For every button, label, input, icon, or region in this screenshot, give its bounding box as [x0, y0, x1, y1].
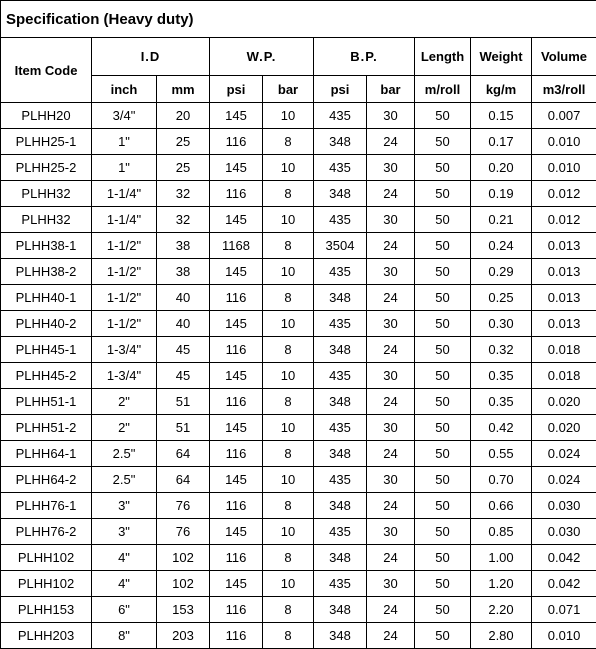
cell-weight: 0.24 — [471, 233, 532, 259]
cell-weight: 0.70 — [471, 467, 532, 493]
cell-bp-bar: 30 — [367, 467, 415, 493]
cell-id-inch: 1-1/4" — [92, 207, 157, 233]
cell-volume: 0.018 — [532, 363, 596, 389]
cell-id-inch: 1-1/4" — [92, 181, 157, 207]
unit-weight: kg/m — [471, 76, 532, 103]
cell-id-inch: 1-1/2" — [92, 285, 157, 311]
cell-id-inch: 3" — [92, 493, 157, 519]
cell-id-mm: 38 — [157, 233, 210, 259]
cell-wp-psi: 116 — [210, 597, 263, 623]
unit-bp-bar: bar — [367, 76, 415, 103]
cell-volume: 0.024 — [532, 441, 596, 467]
cell-bp-bar: 24 — [367, 545, 415, 571]
cell-id-inch: 4" — [92, 571, 157, 597]
cell-wp-psi: 116 — [210, 441, 263, 467]
cell-wp-bar: 10 — [263, 415, 314, 441]
cell-id-inch: 4" — [92, 545, 157, 571]
cell-id-mm: 76 — [157, 519, 210, 545]
cell-id-inch: 1" — [92, 129, 157, 155]
table-row — [1, 389, 596, 415]
table-row — [1, 259, 596, 285]
cell-item-code: PLHH32 — [1, 207, 92, 233]
cell-bp-bar: 30 — [367, 207, 415, 233]
cell-length: 50 — [415, 623, 471, 649]
cell-wp-bar: 8 — [263, 493, 314, 519]
cell-bp-psi: 348 — [314, 493, 367, 519]
cell-wp-psi: 116 — [210, 545, 263, 571]
table-row — [1, 103, 596, 129]
cell-volume: 0.020 — [532, 415, 596, 441]
cell-item-code: PLHH32 — [1, 181, 92, 207]
cell-id-mm: 32 — [157, 181, 210, 207]
cell-wp-psi: 116 — [210, 623, 263, 649]
cell-weight: 0.29 — [471, 259, 532, 285]
cell-id-mm: 76 — [157, 493, 210, 519]
cell-wp-psi: 116 — [210, 181, 263, 207]
cell-bp-bar: 24 — [367, 493, 415, 519]
cell-id-mm: 153 — [157, 597, 210, 623]
header-length: Length — [415, 38, 471, 76]
header-weight: Weight — [471, 38, 532, 76]
cell-length: 50 — [415, 545, 471, 571]
cell-item-code: PLHH45-1 — [1, 337, 92, 363]
cell-wp-psi: 116 — [210, 337, 263, 363]
cell-item-code: PLHH40-2 — [1, 311, 92, 337]
cell-bp-psi: 348 — [314, 623, 367, 649]
cell-id-mm: 40 — [157, 311, 210, 337]
cell-id-inch: 2.5" — [92, 467, 157, 493]
cell-wp-bar: 8 — [263, 337, 314, 363]
cell-volume: 0.010 — [532, 129, 596, 155]
cell-volume: 0.013 — [532, 311, 596, 337]
cell-item-code: PLHH51-2 — [1, 415, 92, 441]
unit-length: m/roll — [415, 76, 471, 103]
cell-id-mm: 64 — [157, 441, 210, 467]
cell-id-inch: 1" — [92, 155, 157, 181]
cell-item-code: PLHH102 — [1, 545, 92, 571]
header-group-row — [1, 38, 596, 76]
cell-wp-psi: 145 — [210, 259, 263, 285]
cell-wp-bar: 8 — [263, 233, 314, 259]
cell-item-code: PLHH25-2 — [1, 155, 92, 181]
unit-id-inch: inch — [92, 76, 157, 103]
cell-length: 50 — [415, 311, 471, 337]
cell-item-code: PLHH76-1 — [1, 493, 92, 519]
cell-weight: 0.25 — [471, 285, 532, 311]
cell-bp-psi: 435 — [314, 467, 367, 493]
cell-wp-bar: 10 — [263, 155, 314, 181]
cell-weight: 0.35 — [471, 389, 532, 415]
cell-length: 50 — [415, 467, 471, 493]
cell-id-inch: 2" — [92, 415, 157, 441]
cell-length: 50 — [415, 519, 471, 545]
cell-volume: 0.030 — [532, 493, 596, 519]
cell-wp-psi: 145 — [210, 207, 263, 233]
cell-id-mm: 102 — [157, 545, 210, 571]
cell-length: 50 — [415, 285, 471, 311]
cell-id-inch: 1-1/2" — [92, 311, 157, 337]
cell-id-inch: 3" — [92, 519, 157, 545]
cell-id-mm: 32 — [157, 207, 210, 233]
cell-volume: 0.071 — [532, 597, 596, 623]
cell-wp-bar: 8 — [263, 597, 314, 623]
header-item-code: Item Code — [1, 38, 92, 103]
table-row — [1, 337, 596, 363]
cell-bp-bar: 24 — [367, 441, 415, 467]
cell-wp-psi: 1168 — [210, 233, 263, 259]
table-title: Specification (Heavy duty) — [1, 1, 596, 38]
cell-item-code: PLHH203 — [1, 623, 92, 649]
header-id: I.D — [92, 38, 210, 76]
cell-item-code: PLHH20 — [1, 103, 92, 129]
cell-length: 50 — [415, 181, 471, 207]
cell-id-mm: 45 — [157, 363, 210, 389]
cell-id-inch: 1-3/4" — [92, 363, 157, 389]
cell-item-code: PLHH102 — [1, 571, 92, 597]
cell-weight: 0.85 — [471, 519, 532, 545]
cell-id-inch: 1-1/2" — [92, 259, 157, 285]
cell-volume: 0.012 — [532, 207, 596, 233]
cell-weight: 0.66 — [471, 493, 532, 519]
cell-wp-bar: 10 — [263, 519, 314, 545]
cell-wp-psi: 116 — [210, 285, 263, 311]
title-row — [1, 1, 596, 38]
cell-item-code: PLHH38-1 — [1, 233, 92, 259]
cell-bp-psi: 435 — [314, 363, 367, 389]
cell-bp-bar: 24 — [367, 389, 415, 415]
cell-id-mm: 20 — [157, 103, 210, 129]
cell-length: 50 — [415, 389, 471, 415]
table-row — [1, 467, 596, 493]
cell-weight: 2.80 — [471, 623, 532, 649]
table-row — [1, 597, 596, 623]
cell-weight: 1.20 — [471, 571, 532, 597]
cell-bp-psi: 435 — [314, 519, 367, 545]
cell-wp-bar: 10 — [263, 571, 314, 597]
cell-bp-psi: 435 — [314, 103, 367, 129]
cell-weight: 0.55 — [471, 441, 532, 467]
cell-volume: 0.030 — [532, 519, 596, 545]
cell-weight: 0.15 — [471, 103, 532, 129]
cell-id-mm: 45 — [157, 337, 210, 363]
table-row — [1, 441, 596, 467]
cell-wp-psi: 116 — [210, 129, 263, 155]
cell-bp-bar: 30 — [367, 103, 415, 129]
table-row — [1, 363, 596, 389]
cell-volume: 0.010 — [532, 155, 596, 181]
cell-item-code: PLHH64-1 — [1, 441, 92, 467]
cell-wp-psi: 116 — [210, 493, 263, 519]
cell-wp-psi: 145 — [210, 155, 263, 181]
cell-length: 50 — [415, 493, 471, 519]
cell-length: 50 — [415, 363, 471, 389]
cell-wp-psi: 145 — [210, 363, 263, 389]
cell-wp-bar: 8 — [263, 129, 314, 155]
cell-wp-bar: 10 — [263, 207, 314, 233]
cell-bp-bar: 24 — [367, 337, 415, 363]
cell-volume: 0.020 — [532, 389, 596, 415]
cell-id-mm: 51 — [157, 415, 210, 441]
table-row — [1, 519, 596, 545]
cell-volume: 0.042 — [532, 571, 596, 597]
cell-bp-psi: 348 — [314, 597, 367, 623]
cell-bp-psi: 348 — [314, 389, 367, 415]
table-row — [1, 545, 596, 571]
cell-wp-bar: 8 — [263, 623, 314, 649]
cell-bp-psi: 435 — [314, 259, 367, 285]
cell-length: 50 — [415, 441, 471, 467]
cell-wp-psi: 145 — [210, 103, 263, 129]
cell-id-inch: 2.5" — [92, 441, 157, 467]
cell-bp-psi: 435 — [314, 311, 367, 337]
cell-length: 50 — [415, 233, 471, 259]
cell-length: 50 — [415, 259, 471, 285]
unit-bp-psi: psi — [314, 76, 367, 103]
cell-id-inch: 6" — [92, 597, 157, 623]
header-bp: B.P. — [314, 38, 415, 76]
cell-weight: 0.32 — [471, 337, 532, 363]
cell-bp-psi: 435 — [314, 155, 367, 181]
cell-volume: 0.007 — [532, 103, 596, 129]
cell-volume: 0.010 — [532, 623, 596, 649]
cell-id-mm: 38 — [157, 259, 210, 285]
cell-bp-psi: 435 — [314, 571, 367, 597]
table-row — [1, 285, 596, 311]
table-row — [1, 415, 596, 441]
cell-bp-psi: 348 — [314, 285, 367, 311]
cell-id-inch: 8" — [92, 623, 157, 649]
cell-volume: 0.012 — [532, 181, 596, 207]
cell-bp-bar: 30 — [367, 571, 415, 597]
table-row — [1, 181, 596, 207]
cell-bp-psi: 435 — [314, 415, 367, 441]
table-row — [1, 207, 596, 233]
cell-id-inch: 1-3/4" — [92, 337, 157, 363]
cell-bp-bar: 30 — [367, 363, 415, 389]
cell-bp-bar: 30 — [367, 311, 415, 337]
cell-wp-bar: 8 — [263, 181, 314, 207]
cell-wp-bar: 8 — [263, 545, 314, 571]
header-volume: Volume — [532, 38, 596, 76]
cell-weight: 2.20 — [471, 597, 532, 623]
cell-weight: 0.30 — [471, 311, 532, 337]
cell-bp-bar: 24 — [367, 285, 415, 311]
cell-weight: 0.42 — [471, 415, 532, 441]
cell-item-code: PLHH38-2 — [1, 259, 92, 285]
cell-wp-bar: 8 — [263, 389, 314, 415]
unit-volume: m3/roll — [532, 76, 596, 103]
cell-wp-psi: 145 — [210, 467, 263, 493]
cell-wp-bar: 8 — [263, 441, 314, 467]
cell-item-code: PLHH51-1 — [1, 389, 92, 415]
table-row — [1, 155, 596, 181]
cell-wp-psi: 116 — [210, 389, 263, 415]
cell-bp-psi: 348 — [314, 545, 367, 571]
cell-item-code: PLHH45-2 — [1, 363, 92, 389]
cell-bp-psi: 3504 — [314, 233, 367, 259]
cell-length: 50 — [415, 415, 471, 441]
cell-id-mm: 51 — [157, 389, 210, 415]
cell-weight: 0.17 — [471, 129, 532, 155]
cell-bp-bar: 24 — [367, 597, 415, 623]
cell-bp-bar: 24 — [367, 129, 415, 155]
cell-length: 50 — [415, 103, 471, 129]
cell-bp-psi: 348 — [314, 337, 367, 363]
cell-wp-psi: 145 — [210, 571, 263, 597]
cell-length: 50 — [415, 571, 471, 597]
table-row — [1, 571, 596, 597]
cell-volume: 0.042 — [532, 545, 596, 571]
cell-wp-bar: 10 — [263, 467, 314, 493]
cell-length: 50 — [415, 597, 471, 623]
cell-length: 50 — [415, 207, 471, 233]
unit-wp-bar: bar — [263, 76, 314, 103]
cell-id-inch: 1-1/2" — [92, 233, 157, 259]
cell-bp-bar: 24 — [367, 233, 415, 259]
cell-bp-bar: 30 — [367, 259, 415, 285]
cell-id-mm: 40 — [157, 285, 210, 311]
cell-id-mm: 64 — [157, 467, 210, 493]
cell-id-mm: 25 — [157, 155, 210, 181]
cell-bp-bar: 30 — [367, 155, 415, 181]
cell-bp-bar: 24 — [367, 181, 415, 207]
cell-volume: 0.013 — [532, 285, 596, 311]
cell-item-code: PLHH64-2 — [1, 467, 92, 493]
cell-wp-bar: 8 — [263, 285, 314, 311]
cell-weight: 0.21 — [471, 207, 532, 233]
cell-bp-bar: 30 — [367, 519, 415, 545]
cell-volume: 0.018 — [532, 337, 596, 363]
cell-weight: 1.00 — [471, 545, 532, 571]
cell-length: 50 — [415, 129, 471, 155]
cell-volume: 0.013 — [532, 233, 596, 259]
cell-item-code: PLHH153 — [1, 597, 92, 623]
cell-wp-bar: 10 — [263, 363, 314, 389]
cell-id-inch: 3/4" — [92, 103, 157, 129]
cell-wp-bar: 10 — [263, 311, 314, 337]
cell-id-mm: 203 — [157, 623, 210, 649]
cell-volume: 0.013 — [532, 259, 596, 285]
cell-length: 50 — [415, 337, 471, 363]
cell-bp-psi: 348 — [314, 181, 367, 207]
cell-wp-bar: 10 — [263, 103, 314, 129]
cell-item-code: PLHH76-2 — [1, 519, 92, 545]
cell-id-mm: 102 — [157, 571, 210, 597]
cell-id-inch: 2" — [92, 389, 157, 415]
cell-bp-psi: 348 — [314, 129, 367, 155]
table-row — [1, 493, 596, 519]
cell-bp-psi: 435 — [314, 207, 367, 233]
table-row — [1, 311, 596, 337]
cell-bp-bar: 24 — [367, 623, 415, 649]
cell-wp-psi: 145 — [210, 415, 263, 441]
unit-wp-psi: psi — [210, 76, 263, 103]
cell-item-code: PLHH25-1 — [1, 129, 92, 155]
cell-wp-bar: 10 — [263, 259, 314, 285]
table-row — [1, 623, 596, 649]
cell-volume: 0.024 — [532, 467, 596, 493]
table-row — [1, 129, 596, 155]
cell-length: 50 — [415, 155, 471, 181]
cell-item-code: PLHH40-1 — [1, 285, 92, 311]
cell-weight: 0.20 — [471, 155, 532, 181]
header-wp: W.P. — [210, 38, 314, 76]
cell-wp-psi: 145 — [210, 311, 263, 337]
table-row — [1, 233, 596, 259]
cell-weight: 0.19 — [471, 181, 532, 207]
unit-id-mm: mm — [157, 76, 210, 103]
cell-weight: 0.35 — [471, 363, 532, 389]
cell-bp-bar: 30 — [367, 415, 415, 441]
cell-id-mm: 25 — [157, 129, 210, 155]
cell-wp-psi: 145 — [210, 519, 263, 545]
cell-bp-psi: 348 — [314, 441, 367, 467]
